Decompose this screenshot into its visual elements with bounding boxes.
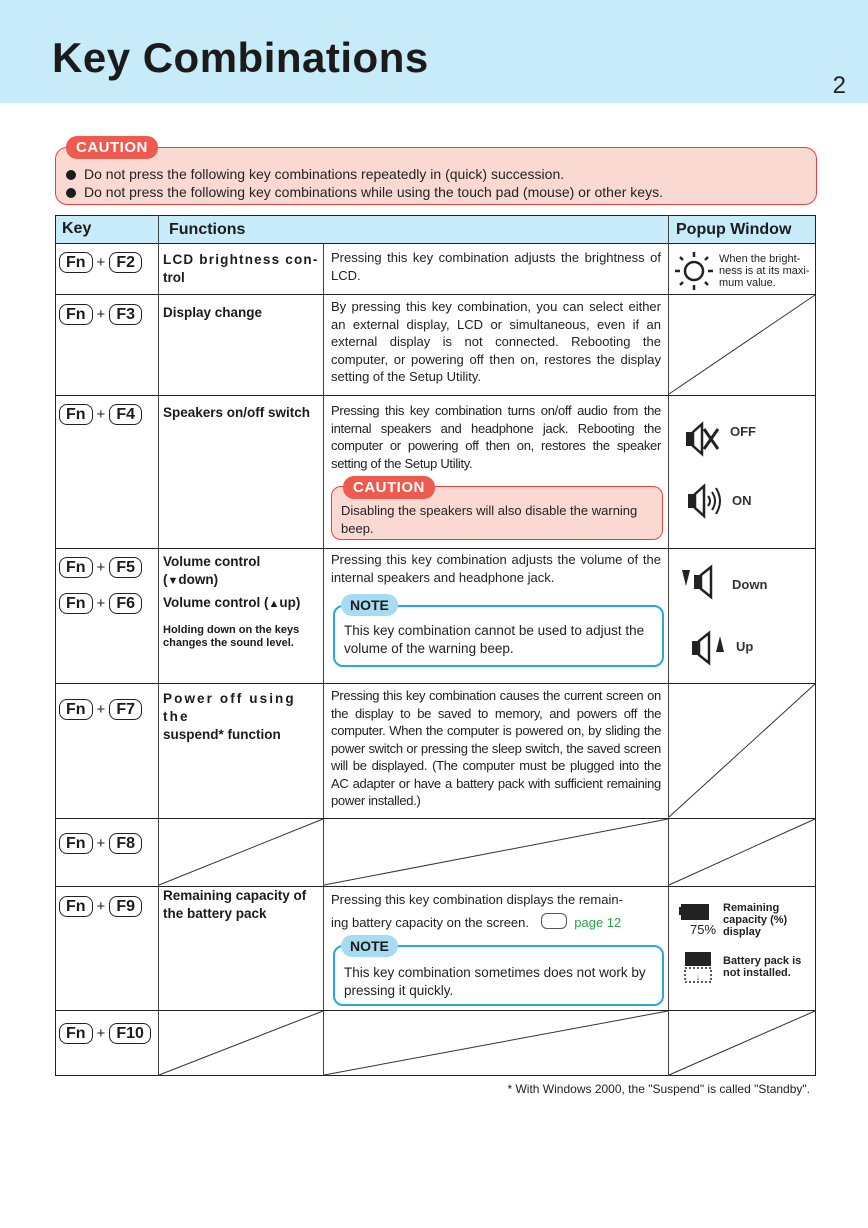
battery-not-installed-icon <box>681 950 717 986</box>
key-fn: Fn <box>59 304 93 325</box>
key-fn: Fn <box>59 252 93 273</box>
key-combo-fn-f4: Fn + F4 <box>59 404 142 425</box>
popup-note: When the bright- ness is at its maxi- mum value. <box>719 253 810 289</box>
key-fn: Fn <box>59 896 93 917</box>
battery-icon <box>678 902 714 924</box>
function-description: Pressing this key combination causes the current screen on the display to be saved to memory, and powers off the computer. When the computer is powered on, by sliding the power switch or pressing the sleep switch, the saved screen will be displayed. (The computer must be plugged into the AC adapter or have a battery pack with sufficient remaining power installed.) <box>331 688 661 808</box>
svg-text:↓: ↓ <box>695 972 701 982</box>
brightness-sun-icon <box>674 251 714 291</box>
triangle-down-icon: ▼ <box>167 575 179 587</box>
key-fn: Fn <box>59 404 93 425</box>
pointing-hand-icon <box>541 913 567 929</box>
page-title: Key Combinations <box>52 34 429 81</box>
page-reference-link[interactable]: page 12 <box>574 914 622 930</box>
key-f8: F8 <box>109 833 142 854</box>
popup-label-on: ON <box>732 493 752 508</box>
key-fn: Fn <box>59 557 93 578</box>
key-f2: F2 <box>109 252 142 273</box>
key-combo-fn-f2: Fn + F2 <box>59 252 142 273</box>
caution-text: Disabling the speakers will also disable the warning beep. <box>341 503 638 536</box>
battery-percent: 75% <box>690 922 717 937</box>
column-header-key: Key <box>62 220 92 237</box>
key-f3: F3 <box>109 304 142 325</box>
function-description: Pressing this key combination adjusts the brightness of LCD. <box>331 250 661 283</box>
volume-up-icon <box>690 632 726 664</box>
caution-badge: CAUTION <box>66 136 158 159</box>
function-title-volume-up: Volume control (▲up) <box>163 595 301 610</box>
column-header-popup: Popup Window <box>676 221 792 238</box>
function-title: Speakers on/off switch <box>163 405 311 420</box>
caution-item: Do not press the following key combinations while using the touch pad (mouse) or other keys. <box>66 184 663 200</box>
function-description: Pressing this key combination adjusts the volume of the internal speakers and headphone jack. <box>331 552 661 585</box>
function-title: LCD brightness con- trol <box>163 252 319 285</box>
key-fn: Fn <box>59 833 93 854</box>
key-f9: F9 <box>109 896 142 917</box>
popup-label-off: OFF <box>730 424 756 439</box>
key-f4: F4 <box>109 404 142 425</box>
note-text: This key combination cannot be used to adjust the volume of the warning beep. <box>344 623 645 656</box>
popup-label-not-installed: Battery pack is not installed. <box>723 955 802 979</box>
function-title-volume-down: Volume control (▼down) <box>163 554 261 587</box>
page-number: 2 <box>832 72 846 99</box>
key-f6: F6 <box>109 593 142 614</box>
key-f5: F5 <box>109 557 142 578</box>
function-title: Power off using the suspend* function <box>163 691 296 742</box>
triangle-up-icon: ▲ <box>268 598 280 610</box>
note-badge: NOTE <box>341 935 398 957</box>
key-f10: F10 <box>109 1023 151 1044</box>
key-fn: Fn <box>59 699 93 720</box>
function-description: Pressing this key combination turns on/off audio from the internal speakers and headphone jack. Rebooting the computer or powering off then on, restores the speaker setting of the Setup Utility. <box>331 403 661 471</box>
note-text: This key combination sometimes does not work by pressing it quickly. <box>344 965 646 998</box>
function-description: By pressing this key combination, you can select either an external display, LCD or simultaneous, even if an external display is not connected. Rebooting the computer, or powering off then on, restores the display setting of the Setup Utility. <box>331 299 661 384</box>
speaker-muted-icon <box>684 421 720 457</box>
key-combo-fn-f9: Fn + F9 <box>59 896 142 917</box>
function-description: Pressing this key combination displays the remain- ing battery capacity on the screen. page 12 <box>331 892 623 930</box>
column-header-functions: Functions <box>169 221 246 238</box>
key-combo-fn-f5: Fn + F5 <box>59 557 142 578</box>
popup-label-down: Down <box>732 577 768 592</box>
function-title: Display change <box>163 305 263 320</box>
volume-down-icon <box>680 566 716 598</box>
key-combo-fn-f10: Fn + F10 <box>59 1023 151 1044</box>
note-badge: NOTE <box>341 594 398 616</box>
key-combo-fn-f3: Fn + F3 <box>59 304 142 325</box>
popup-label-remaining: Remaining capacity (%) display <box>723 902 788 938</box>
key-combo-fn-f6: Fn + F6 <box>59 593 142 614</box>
function-note: Holding down on the keys changes the sound level. <box>163 624 300 649</box>
key-combo-fn-f7: Fn + F7 <box>59 699 142 720</box>
caution-item: Do not press the following key combinations repeatedly in (quick) succession. <box>66 166 564 182</box>
speaker-on-icon <box>686 483 726 519</box>
key-fn: Fn <box>59 1023 93 1044</box>
footnote: * With Windows 2000, the "Suspend" is called "Standby". <box>507 1082 810 1096</box>
key-fn: Fn <box>59 593 93 614</box>
key-combo-fn-f8: Fn + F8 <box>59 833 142 854</box>
function-title: Remaining capacity of the battery pack <box>163 888 307 921</box>
caution-badge: CAUTION <box>343 476 435 499</box>
popup-label-up: Up <box>736 639 754 654</box>
key-f7: F7 <box>109 699 142 720</box>
